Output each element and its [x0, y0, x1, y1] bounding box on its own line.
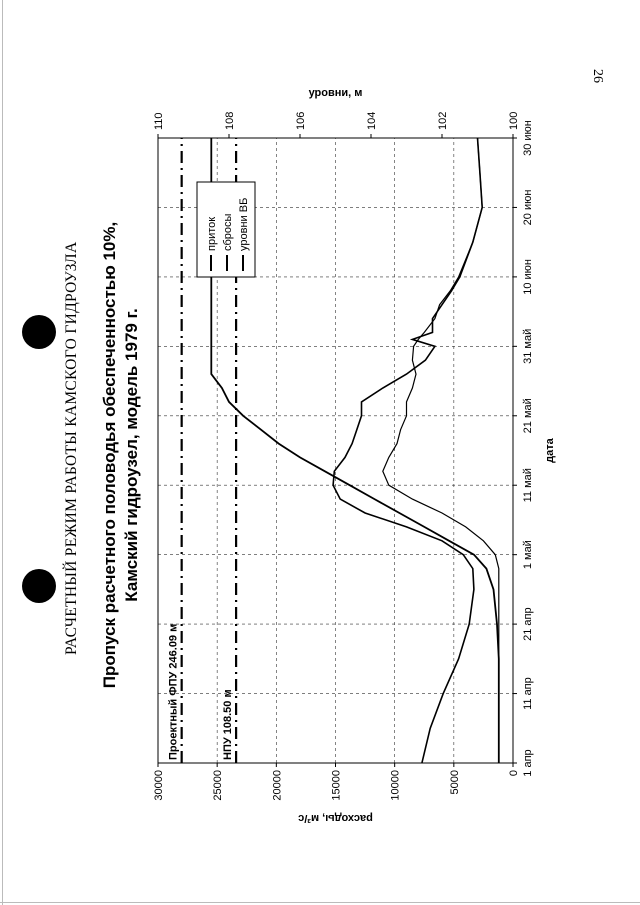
- x-tick-label: 21 апр: [522, 607, 534, 641]
- x-axis-label: дата: [544, 438, 556, 463]
- x-tick-label: 20 июн: [522, 189, 534, 226]
- legend-label: уровни ВБ: [238, 197, 250, 251]
- y-right-axis-label: уровни, м: [308, 87, 363, 99]
- y-left-tick-label: 5000: [448, 770, 461, 795]
- page-edge-left: [2, 0, 3, 905]
- reference-line-label: Проектный ФПУ 246.09 м: [167, 623, 180, 760]
- y-left-tick-label: 30000: [153, 770, 165, 801]
- y-right-tick-label: 108: [224, 111, 236, 130]
- legend-label: сбросы: [222, 213, 234, 251]
- page-number: 26: [590, 69, 605, 83]
- y-left-tick-label: 15000: [330, 770, 343, 801]
- legend-label: приток: [206, 216, 218, 251]
- y-left-tick-label: 25000: [212, 770, 225, 801]
- y-right-tick-label: 104: [366, 111, 378, 130]
- chart-title: Пропуск расчетного половодья обеспеченностью 10%,: [100, 221, 119, 689]
- reference-line-label: НПУ 108.50 м: [222, 689, 235, 760]
- page-heading: РАСЧЕТНЫЙ РЕЖИМ РАБОТЫ КАМСКОГО ГИДРОУЗЛА: [63, 241, 80, 655]
- y-right-tick-label: 102: [437, 111, 449, 130]
- y-left-axis-label: расходы, м³/с: [298, 812, 373, 824]
- x-tick-label: 11 май: [522, 468, 534, 503]
- x-tick-label: 21 май: [522, 398, 534, 434]
- x-tick-label: 1 апр: [522, 749, 534, 777]
- series-line-1: [333, 138, 482, 763]
- y-left-tick-label: 10000: [389, 770, 402, 801]
- y-right-tick-label: 100: [508, 111, 520, 130]
- x-tick-label: 1 май: [522, 540, 534, 570]
- y-left-tick-label: 0: [508, 770, 520, 777]
- chart-subtitle: Камский гидроузел, модель 1979 г.: [122, 308, 141, 602]
- x-tick-label: 30 июн: [522, 120, 534, 156]
- x-tick-label: 31 май: [522, 328, 534, 364]
- x-tick-label: 10 июн: [522, 259, 534, 295]
- page-edge-bottom: [0, 902, 640, 903]
- x-tick-label: 11 апр: [522, 677, 534, 710]
- y-right-tick-label: 110: [153, 112, 165, 130]
- series-line-2: [383, 138, 499, 763]
- y-right-tick-label: 106: [295, 111, 307, 130]
- y-left-tick-label: 20000: [271, 770, 284, 801]
